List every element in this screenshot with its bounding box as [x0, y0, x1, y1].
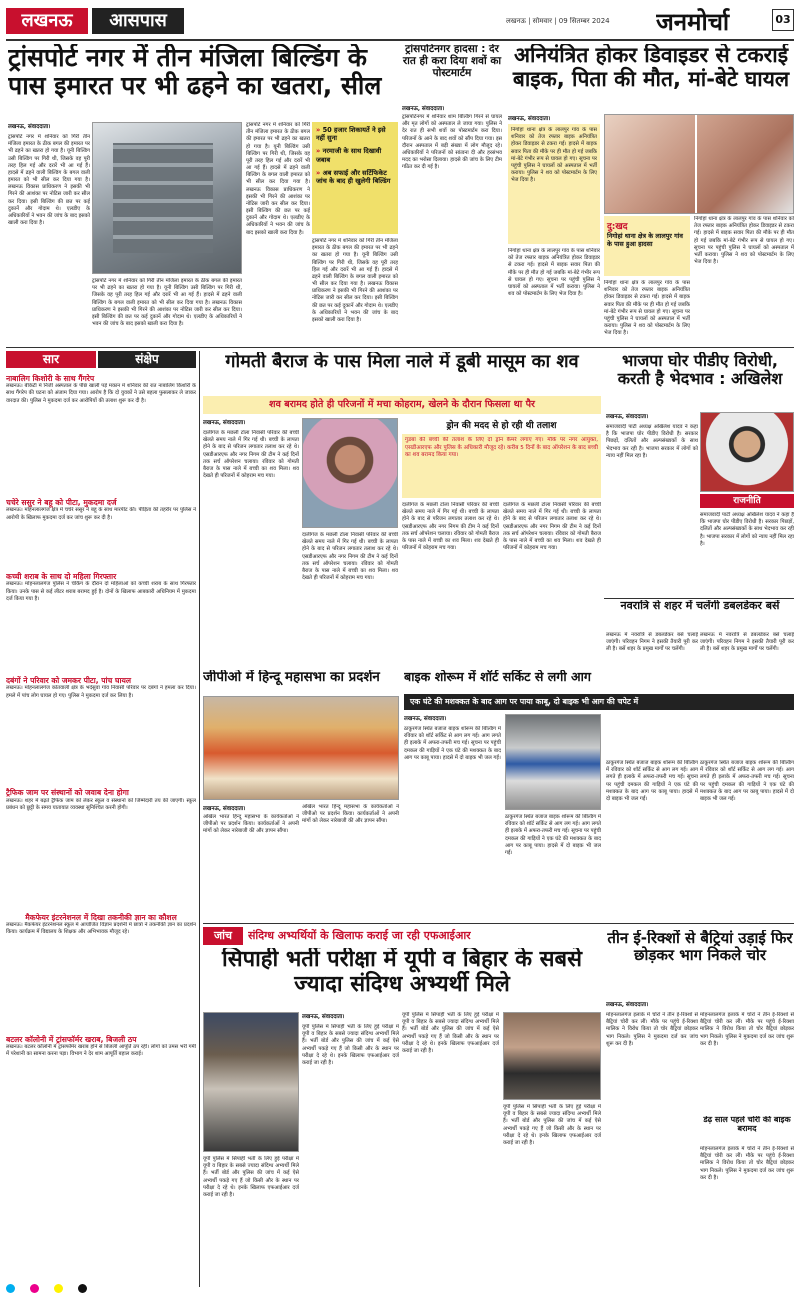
gomti-byline: लखनऊ, संवाददाता।: [203, 420, 246, 426]
gomti-strap: शव बरामद होते ही परिजनों में मचा कोहराम, खेलने के दौरान फिसला था पैर: [203, 396, 601, 414]
registration-mark: [54, 1284, 63, 1293]
story1-headline: ट्रांसपोर्ट नगर में तीन मंजिला बिल्डिंग के पास इमारत पर भी ढहने का खतरा, सील: [8, 44, 382, 100]
page-number: 03: [772, 9, 794, 31]
sar-item-head: दबंगों ने परिवार को जमकर पीटा, पांच घायल: [6, 676, 131, 686]
suspects-photo: [503, 1012, 601, 1100]
story3-body: निगोहां थाना क्षेत्र के लालपुर गांव के पास शनिवार को तेज रफ्तार बाइक अनियंत्रित होकर डिवाइडर से टकरा गई। हादसे में बाइक सवार पिता की मौके पर ही मौत हो गई जबकि मां-बेटे गंभीर रूप से घायल हो गए। सूचना पर पहुंची पुलिस ने घायलों को अस्पताल में भर्ती कराया। पुलिस ने शव को पोस्टमार्टम के लिए भेज दिया है।: [508, 248, 600, 298]
bjp-body-cont: समाजवादी पार्टी अध्यक्ष अखिलेश यादव ने कहा है कि भाजपा घोर पीडीए विरोधी है। सरकार पिछड़ों, दलितों और अल्पसंख्यकों के साथ भेदभाव कर रही है। भाजपा सरकार में लोगों को न्याय नहीं मिल रहा है।: [700, 512, 794, 547]
bike-byline: लखनऊ, संवाददाता।: [404, 716, 447, 722]
section-tag-left: लखनऊ: [6, 8, 88, 34]
divider: [604, 598, 794, 599]
bullet-item: » अब सफाई और सर्टिफिकेट जांच के बाद ही खुलेगी बिल्डिंग: [316, 168, 391, 186]
jaanch-body: यूपी पुलिस में सिपाही भर्ती के लिए हुई परीक्षा में यूपी व बिहार के सबसे ज्यादा संदिग्ध अभ्यर्थी मिले हैं। भर्ती बोर्ड और पुलिस की जांच में कई ऐसे अभ्यर्थी पकड़े गए हैं जो किसी और के स्थान पर परीक्षा दे रहे थे। इनके खिलाफ एफआईआर दर्ज कराई जा रही है।: [203, 1156, 299, 1198]
bike-headline: बाइक शोरूम में शॉर्ट सर्किट से लगी आग: [404, 670, 592, 684]
story1-byline: लखनऊ, संवाददाता।: [8, 124, 51, 130]
bullet-text: नरमाजी के साथ दिखावी जबाब: [316, 147, 382, 164]
sar-item-head: नाबालिग किशोरी के साथ गैंगरेप: [6, 374, 95, 383]
akhilesh-photo: [700, 412, 794, 492]
bjp-headline: भाजपा घोर पीडीए विरोधी, करती है भेदभाव : अखिलेश: [617, 352, 783, 388]
jaanch-label: जांच: [203, 927, 243, 945]
protest-photo: [203, 696, 399, 800]
jaanch-body-cont3: यूपी पुलिस में सिपाही भर्ती के लिए हुई परीक्षा में यूपी व बिहार के सबसे ज्यादा संदिग्ध अभ्यर्थी मिले हैं। भर्ती बोर्ड और पुलिस की जांच में कई ऐसे अभ्यर्थी पकड़े गए हैं जो किसी और के स्थान पर परीक्षा दे रहे थे। इनके खिलाफ एफआईआर दर्ज कराई जा रही है।: [503, 1104, 601, 1146]
story3-body-cont2: निगोहां थाना क्षेत्र के लालपुर गांव के पास शनिवार को तेज रफ्तार बाइक अनियंत्रित होकर डिवाइडर से टकरा गई। हादसे में बाइक सवार पिता की मौके पर ही मौत हो गई जबकि मां-बेटे गंभीर रूप से घायल हो गए। सूचना पर पहुंची पुलिस ने घायलों को अस्पताल में भर्ती कराया। पुलिस ने शव को पोस्टमार्टम के लिए भेज दिया है।: [694, 216, 794, 266]
sar-item-text: लखनऊ। बीकेटी में निजी अस्पताल के पीछे खाली पड़े मकान में शनिवार की रात नाबालिग किशोरी के साथ गैंगरेप की घटना को अंजाम दिया गया। आरोप है कि दो युवकों ने उसे बहला फुसलाकर ले जाकर वारदात की। पुलिस ने मुकदमा दर्ज कर आरोपियों की तलाश शुरू कर दी है।: [6, 383, 196, 404]
bike-strap: एक घंटे की मशक्कत के बाद आग पर पाया काबू, दो बाइक भी आग की चपेट में: [404, 694, 794, 710]
battery-subhead: डेढ़ साल पहले चोरी की बाइक बरामद: [703, 1116, 791, 1133]
story2-headline: ट्रांसपोर्टनगर हादसा : देर रात ही करा दिया शवों का पोस्टमार्टम: [402, 44, 502, 79]
sar-label-a: सार: [6, 351, 96, 368]
bullet-text: अब सफाई और सर्टिफिकेट जांच के बाद ही खुलेगी बिल्डिंग: [316, 168, 391, 186]
building-photo: [92, 122, 242, 274]
masthead-rule: [6, 39, 794, 41]
battery-byline: लखनऊ, संवाददाता।: [606, 1002, 649, 1008]
sar-item-head: ट्रैफिक जाम पर संस्थानों को जवाब देना होगा: [6, 788, 129, 798]
caption-text: निगोहां थाना क्षेत्र के लालपुर गांव के पास हुआ हादसा: [607, 232, 683, 249]
jaanch-byline: लखनऊ, संवाददाता।: [302, 1014, 345, 1020]
hindu-byline: लखनऊ, संवाददाता।: [203, 806, 246, 812]
registration-mark: [78, 1284, 87, 1293]
politics-tag: राजनीति: [700, 494, 794, 508]
sar-item-text: लखनऊ। मोहनलालगंज क्षेत्र में चचेरे ससुर ने बहू के साथ मारपीट की। पीड़िता की तहरीर पर पुलिस ने आरोपी के खिलाफ मुकदमा दर्ज कर जांच शुरू कर दी है।: [6, 507, 196, 521]
navratri-body: लखनऊ में नवरात्रि से डबलडेकर बसें चलाई जाएंगी। परिवहन निगम ने इसकी तैयारी पूरी कर ली है। बसें शहर के प्रमुख मार्गों पर चलेंगी।: [606, 632, 698, 653]
sar-item-text: लखनऊ। शहर में बढ़ते ट्रैफिक जाम को लेकर स्कूल व संस्थानों को जिम्मेदारी तय की जाएगी। स्कूल प्रबंधन को छुट्टी के समय यातायात व्यवस्था सुनिश्चित करनी होगी।: [6, 797, 196, 811]
story3-intro: निगोहां थाना क्षेत्र के लालपुर गांव के पास शनिवार को तेज रफ्तार बाइक अनियंत्रित होकर डिवाइडर से टकरा गई। हादसे में बाइक सवार पिता की मौके पर ही मौत हो गई जबकि मां-बेटे गंभीर रूप से घायल हो गए। सूचना पर पहुंची पुलिस ने घायलों को अस्पताल में भर्ती कराया। पुलिस ने शव को पोस्टमार्टम के लिए भेज दिया है।: [511, 127, 597, 184]
sar-item-text: लखनऊ। मैकफेयर इंटरनेशनल स्कूल में आयोजित विज्ञान प्रदर्शनी में छात्रों ने तकनीकी ज्ञान का प्रदर्शन किया। कार्यक्रम में विद्यालय के शिक्षक और अभिभावक मौजूद रहे।: [6, 921, 196, 935]
sar-item-head: बटलर कॉलोनी में ट्रांसफॉर्मर खराब, बिजली ठप: [6, 1034, 137, 1044]
story3-byline: लखनऊ, संवाददाता।: [508, 116, 551, 122]
hindu-headline: जीपीओ में हिन्दू महासभा का प्रदर्शन: [203, 670, 380, 685]
bullet-text: 50 हजार शिकायतें ने इसे नहीं सुना: [316, 126, 386, 143]
sar-item-head: चचेरे ससुर ने बहू को पीटा, मुकदमा दर्ज: [6, 498, 117, 508]
sar-item-head: मैकफेयर इंटरनेशनल में दिखा तकनीकी ज्ञान का कौशल: [25, 912, 177, 922]
gomti-lead-box: [402, 434, 601, 498]
navratri-headline: नवरात्रि से शहर में चलेंगी डबलडेकर बसें: [620, 600, 780, 612]
divider: [199, 351, 200, 1287]
showroom-photo: [505, 714, 601, 810]
navratri-body-cont: लखनऊ में नवरात्रि से डबलडेकर बसें चलाई जाएंगी। परिवहन निगम ने इसकी तैयारी पूरी कर ली है। बसें शहर के प्रमुख मार्गों पर चलेंगी।: [700, 632, 794, 653]
story1-body-cont2: ट्रांसपोर्ट नगर में शनिवार को गिरी तीन मंजिला इमारत के ठीक बगल की इमारत पर भी ढहने का खतरा हो गया है। यूनी बिल्डिंग उसी बिल्डिंग पर गिरी थी, जिसके वह पूरी तरह हिल गई और दरारें भी आ गई हैं। हादसे में ढहने वाली बिल्डिंग के बगल वाली इमारत को भी सील कर दिया गया है। लखनऊ विकास प्राधिकरण ने इसकी भी गिरने की आशंका पर नोटिस जारी कर सील कर दिया। इसी बिल्डिंग की छत पर कई दुकानें और गोदाम थे। एलडीए के अधिकारियों ने भवन की जांच के बाद इसको खाली करा दिया है।: [246, 122, 310, 236]
bike-body-cont3: ठाकुरगंज स्थित बजाज बाइक शोरूम की बिल्डिंग में रविवार को शॉर्ट सर्किट से आग लग गई। आग लगते ही इलाके में अफरा-तफरी मच गई। सूचना पर पहुंची दमकल की गाड़ियों ने एक घंटे की मशक्कत के बाद आग पर काबू पाया। हादसे में दो बाइक भी जल गईं।: [700, 760, 794, 802]
story1-body-cont: ट्रांसपोर्ट नगर में शनिवार को गिरी तीन मंजिला इमारत के ठीक बगल की इमारत पर भी ढहने का खतरा हो गया है। यूनी बिल्डिंग उसी बिल्डिंग पर गिरी थी, जिसके वह पूरी तरह हिल गई और दरारें भी आ गई हैं। हादसे में ढहने वाली बिल्डिंग के बगल वाली इमारत को भी सील कर दिया गया है। लखनऊ विकास प्राधिकरण ने इसकी भी गिरने की आशंका पर नोटिस जारी कर सील कर दिया। इसी बिल्डिंग की छत पर कई दुकानें और गोदाम थे। एलडीए के अधिकारियों ने भवन की जांच के बाद इसको खाली करा दिया है।: [92, 278, 242, 328]
story2-body: ट्रांसपोर्टनगर में शनिवार शाम बिल्डिंग गिरने से घायल और मृत लोगों को अस्पताल ले जाया गया। पुलिस ने देर रात ही सभी शवों का पोस्टमार्टम करा दिया। परिजनों के आने के बाद शवों को सौंप दिया गया। इस दौरान अस्पताल में बड़ी संख्या में लोग मौजूद रहे। अधिकारियों ने परिजनों को सांत्वना दी और हरसंभव मदद का भरोसा दिलाया। हादसे की जांच के लिए टीम गठित कर दी गई है।: [402, 114, 502, 171]
story3-body-cont: निगोहां थाना क्षेत्र के लालपुर गांव के पास शनिवार को तेज रफ्तार बाइक अनियंत्रित होकर डिवाइडर से टकरा गई। हादसे में बाइक सवार पिता की मौके पर ही मौत हो गई जबकि मां-बेटे गंभीर रूप से घायल हो गए। सूचना पर पहुंची पुलिस ने घायलों को अस्पताल में भर्ती कराया। पुलिस ने शव को पोस्टमार्टम के लिए भेज दिया है।: [604, 280, 690, 337]
sar-item-text: लखनऊ। मोहनलालगंज कोतवाली क्षेत्र के भदेसुवा गांव निवासी परिवार पर दबंगों ने हमला कर दिया। हमले में पांच लोग घायल हो गए। पुलिस ने मुकदमा दर्ज कर लिया है।: [6, 685, 196, 699]
dateline-day: सोमवार: [532, 17, 552, 25]
story2-byline: लखनऊ, संवाददाता।: [402, 106, 445, 112]
accident-photo: [604, 114, 794, 214]
masthead: [6, 5, 794, 39]
bike-body-cont2: ठाकुरगंज स्थित बजाज बाइक शोरूम की बिल्डिंग में रविवार को शॉर्ट सर्किट से आग लग गई। आग लगते ही इलाके में अफरा-तफरी मच गई। सूचना पर पहुंची दमकल की गाड़ियों ने एक घंटे की मशक्कत के बाद आग पर काबू पाया। हादसे में दो बाइक भी जल गईं।: [606, 760, 698, 802]
jaanch-body-cont2: यूपी पुलिस में सिपाही भर्ती के लिए हुई परीक्षा में यूपी व बिहार के सबसे ज्यादा संदिग्ध अभ्यर्थी मिले हैं। भर्ती बोर्ड और पुलिस की जांच में कई ऐसे अभ्यर्थी पकड़े गए हैं जो किसी और के स्थान पर परीक्षा दे रहे थे। इनके खिलाफ एफआईआर दर्ज कराई जा रही है।: [402, 1012, 499, 1054]
registration-mark: [30, 1284, 39, 1293]
bullet-item: » नरमाजी के साथ दिखावी जबाब: [316, 147, 382, 164]
gomti-body: दालीगंज के मछली टोला निवासी परिवार की बच्ची खेलते समय नाले में गिर गई थी। बच्ची के लापता होने के बाद से परिजन लगातार तलाश कर रहे थे। एसडीआरएफ और नगर निगम की टीम ने कई दिनों तक सर्च ऑपरेशन चलाया। रविवार को गोमती बैराज के पास नाले में बच्ची का शव मिला। शव देखते ही परिजनों में कोहराम मच गया।: [203, 430, 299, 480]
sar-header: [6, 351, 196, 368]
hindu-body: अखिल भारत हिन्दू महासभा के कार्यकर्ताओं ने जीपीओ पर प्रदर्शन किया। कार्यकर्ताओं ने अपनी मांगों को लेकर नारेबाजी की और ज्ञापन सौंपा।: [203, 814, 299, 835]
battery-body-cont2: मोहनलालगंज इलाके में चोरों ने तीन ई-रिक्शों से बैट्रियां चोरी कर लीं। मौके पर पहुंचे ई-रिक्शा मालिक ने विरोध किया तो चोर बैट्रियां छोड़कर भाग निकले। पुलिस ने मुकदमा दर्ज कर जांच शुरू कर दी है।: [700, 1146, 794, 1181]
story3-intro-box: [508, 124, 600, 244]
story3-headline: अनियंत्रित होकर डिवाइडर से टकराई बाइक, पिता की मौत, मां-बेटे घायल: [512, 44, 790, 91]
jaanch-headline: सिपाही भर्ती परीक्षा में यूपी व बिहार के सबसे ज्यादा संदिग्ध अभ्यर्थी मिले: [222, 948, 582, 997]
sar-item-head: कच्ची शराब के साथ दो महिला गिरफ्तार: [6, 572, 117, 582]
dateline-city: लखनऊ: [506, 17, 526, 25]
bullet-box: [312, 122, 398, 234]
sar-label-b: संक्षेप: [98, 351, 196, 368]
recruits-photo: [203, 1012, 299, 1152]
jaanch-strap: संदिग्ध अभ्यर्थियों के खिलाफ कराई जा रही एफआईआर: [248, 929, 471, 942]
caption-box: [604, 216, 690, 276]
sar-item-text: लखनऊ। मोहनलालगंज पुलिस ने चेकिंग के दौरान दो महिलाओं को कच्ची शराब के साथ गिरफ्तार किया। उनके पास से कई लीटर शराब बरामद हुई है। दोनों के खिलाफ आबकारी अधिनियम में मुकदमा दर्ज किया गया है।: [6, 581, 196, 602]
jaanch-body-cont: यूपी पुलिस में सिपाही भर्ती के लिए हुई परीक्षा में यूपी व बिहार के सबसे ज्यादा संदिग्ध अभ्यर्थी मिले हैं। भर्ती बोर्ड और पुलिस की जांच में कई ऐसे अभ्यर्थी पकड़े गए हैं जो किसी और के स्थान पर परीक्षा दे रहे थे। इनके खिलाफ एफआईआर दर्ज कराई जा रही है।: [302, 1024, 399, 1066]
paper-name: जनमोर्चा: [656, 8, 730, 36]
divider: [203, 923, 794, 924]
dateline-date: 09 सितम्बर 2024: [558, 17, 610, 25]
registration-mark: [6, 1284, 15, 1293]
bike-body: ठाकुरगंज स्थित बजाज बाइक शोरूम की बिल्डिंग में रविवार को शॉर्ट सर्किट से आग लग गई। आग लगते ही इलाके में अफरा-तफरी मच गई। सूचना पर पहुंची दमकल की गाड़ियों ने एक घंटे की मशक्कत के बाद आग पर काबू पाया। हादसे में दो बाइक भी जल गईं।: [404, 726, 501, 761]
gomti-lead: गुडंबा की बच्ची की तलाश के लिए दो ड्रोन कैमरे लगाए गए। मौके पर नगर आयुक्त, एसडीआरएफ और पुलिस के अधिकारी मौजूद रहे। करीब 5 दिनों के बाद ऑपरेशन के बाद बच्ची का शव बरामद किया गया।: [405, 437, 598, 459]
battery-body: मोहनलालगंज इलाके में चोरों ने तीन ई-रिक्शों से बैट्रियां चोरी कर लीं। मौके पर पहुंचे ई-रिक्शा मालिक ने विरोध किया तो चोर बैट्रियां छोड़कर भाग निकले। पुलिस ने मुकदमा दर्ज कर जांच शुरू कर दी है।: [606, 1012, 698, 1047]
hindu-body-cont: अखिल भारत हिन्दू महासभा के कार्यकर्ताओं ने जीपीओ पर प्रदर्शन किया। कार्यकर्ताओं ने अपनी मांगों को लेकर नारेबाजी की और ज्ञापन सौंपा।: [302, 804, 399, 825]
bjp-body: समाजवादी पार्टी अध्यक्ष अखिलेश यादव ने कहा है कि भाजपा घोर पीडीए विरोधी है। सरकार पिछड़ों, दलितों और अल्पसंख्यकों के साथ भेदभाव कर रही है। भाजपा सरकार में लोगों को न्याय नहीं मिल रहा है।: [606, 424, 698, 459]
story1-body: ट्रांसपोर्ट नगर में शनिवार को गिरी तीन मंजिला इमारत के ठीक बगल की इमारत पर भी ढहने का खतरा हो गया है। यूनी बिल्डिंग उसी बिल्डिंग पर गिरी थी, जिसके वह पूरी तरह हिल गई और दरारें भी आ गई हैं। हादसे में ढहने वाली बिल्डिंग के बगल वाली इमारत को भी सील कर दिया गया है। लखनऊ विकास प्राधिकरण ने इसकी भी गिरने की आशंका पर नोटिस जारी कर सील कर दिया। इसी बिल्डिंग की छत पर कई दुकानें और गोदाम थे। एलडीए के अधिकारियों ने भवन की जांच के बाद इसको खाली करा दिया है।: [8, 134, 90, 227]
sar-column: [6, 371, 196, 1287]
girl-photo: [302, 418, 398, 528]
gomti-body-cont: दालीगंज के मछली टोला निवासी परिवार की बच्ची खेलते समय नाले में गिर गई थी। बच्ची के लापता होने के बाद से परिजन लगातार तलाश कर रहे थे। एसडीआरएफ और नगर निगम की टीम ने कई दिनों तक सर्च ऑपरेशन चलाया। रविवार को गोमती बैराज के पास नाले में बच्ची का शव मिला। शव देखते ही परिजनों में कोहराम मच गया।: [302, 532, 398, 582]
section-tag-right: आसपास: [92, 8, 184, 34]
dateline: लखनऊ | सोमवार | 09 सितम्बर 2024: [506, 17, 610, 25]
gomti-headline: गोमती बैराज के पास मिला नाले में डूबी मासूम का शव: [225, 352, 579, 372]
battery-body-cont: मोहनलालगंज इलाके में चोरों ने तीन ई-रिक्शों से बैट्रियां चोरी कर लीं। मौके पर पहुंचे ई-रिक्शा मालिक ने विरोध किया तो चोर बैट्रियां छोड़कर भाग निकले। पुलिस ने मुकदमा दर्ज कर जांच शुरू कर दी है।: [700, 1012, 794, 1047]
sar-item-text: लखनऊ। बटलर कॉलोनी में ट्रांसफॉर्मर खराब होने से बिजली आपूर्ति ठप रही। लोगों को उमस भरी गर्मी में परेशानी का सामना करना पड़ा। विभाग ने देर शाम आपूर्ति बहाल कराई।: [6, 1043, 196, 1058]
bjp-byline: लखनऊ, संवाददाता।: [606, 414, 649, 420]
battery-headline: तीन ई-रिक्शों से बैट्रियां उड़ाई फिर छोड़कर भाग निकले चोर: [607, 930, 793, 964]
gomti-body-cont3: दालीगंज के मछली टोला निवासी परिवार की बच्ची खेलते समय नाले में गिर गई थी। बच्ची के लापता होने के बाद से परिजन लगातार तलाश कर रहे थे। एसडीआरएफ और नगर निगम की टीम ने कई दिनों तक सर्च ऑपरेशन चलाया। रविवार को गोमती बैराज के पास नाले में बच्ची का शव मिला। शव देखते ही परिजनों में कोहराम मच गया।: [503, 502, 601, 552]
story1-body-cont3: ट्रांसपोर्ट नगर में शनिवार को गिरी तीन मंजिला इमारत के ठीक बगल की इमारत पर भी ढहने का खतरा हो गया है। यूनी बिल्डिंग उसी बिल्डिंग पर गिरी थी, जिसके वह पूरी तरह हिल गई और दरारें भी आ गई हैं। हादसे में ढहने वाली बिल्डिंग के बगल वाली इमारत को भी सील कर दिया गया है। लखनऊ विकास प्राधिकरण ने इसकी भी गिरने की आशंका पर नोटिस जारी कर सील कर दिया। इसी बिल्डिंग की छत पर कई दुकानें और गोदाम थे। एलडीए के अधिकारियों ने भवन की जांच के बाद इसको खाली करा दिया है।: [312, 238, 398, 323]
bullet-item: » 50 हजार शिकायतें ने इसे नहीं सुना: [316, 126, 386, 143]
divider: [6, 347, 794, 348]
bike-body-cont: ठाकुरगंज स्थित बजाज बाइक शोरूम की बिल्डिंग में रविवार को शॉर्ट सर्किट से आग लग गई। आग लगते ही इलाके में अफरा-तफरी मच गई। सूचना पर पहुंची दमकल की गाड़ियों ने एक घंटे की मशक्कत के बाद आग पर काबू पाया। हादसे में दो बाइक भी जल गईं।: [505, 814, 601, 856]
gomti-body-cont2: दालीगंज के मछली टोला निवासी परिवार की बच्ची खेलते समय नाले में गिर गई थी। बच्ची के लापता होने के बाद से परिजन लगातार तलाश कर रहे थे। एसडीआरएफ और नगर निगम की टीम ने कई दिनों तक सर्च ऑपरेशन चलाया। रविवार को गोमती बैराज के पास नाले में बच्ची का शव मिला। शव देखते ही परिजनों में कोहराम मच गया।: [402, 502, 499, 552]
drone-heading: ड्रोन की मदद से हो रही थी तलाश: [446, 421, 557, 431]
caption-title: दु:खद: [607, 222, 628, 232]
